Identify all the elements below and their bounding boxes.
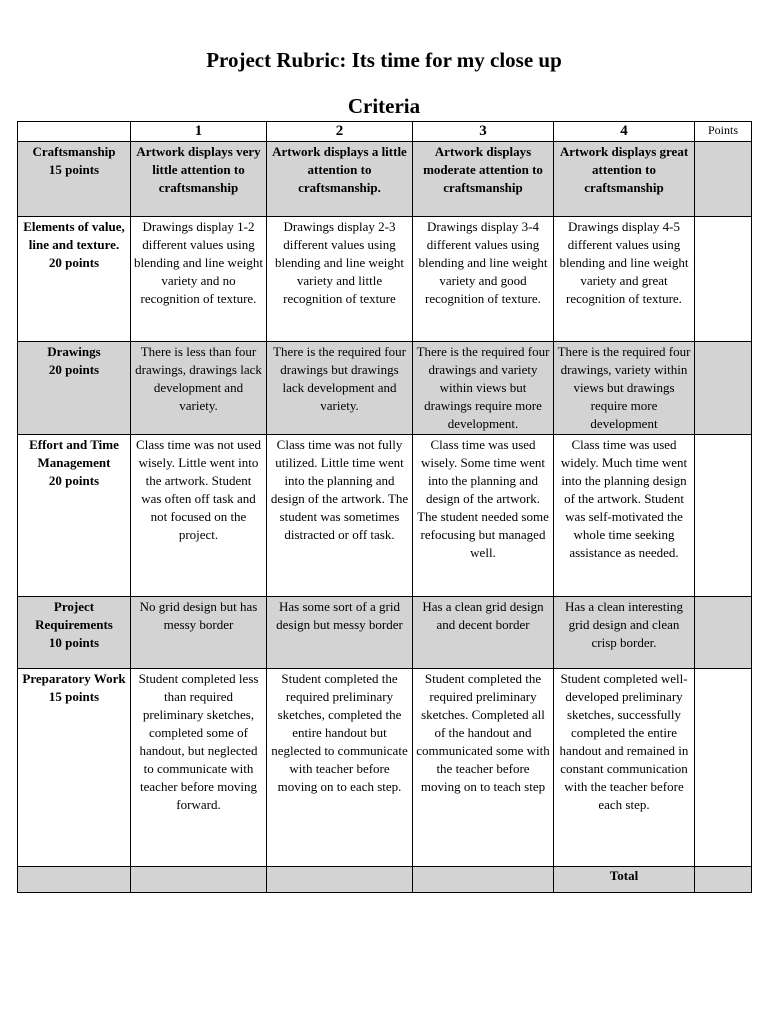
criterion-cell xyxy=(18,217,131,342)
criterion-name: Effort and Time Management xyxy=(29,437,119,470)
header-cell-1: 1 xyxy=(131,122,267,142)
table-row xyxy=(18,669,752,867)
table-row xyxy=(18,597,752,669)
criterion-cell xyxy=(18,342,131,435)
criterion-points: 20 points xyxy=(48,362,100,377)
header-cell-3: 3 xyxy=(413,122,554,142)
table-row xyxy=(18,342,752,435)
total-points-cell[interactable] xyxy=(695,867,752,893)
level-2-cell: Student completed the required preliminary sketches, completed the entire handout but neglected to communicate with teacher before moving on to each step. xyxy=(267,669,413,867)
level-2-cell: Artwork displays a little attention to craftsmanship. xyxy=(267,142,413,217)
level-4-cell: Class time was used widely. Much time went into the planning design of the artwork. Student was self-motivated the whole time seeking assistance as needed. xyxy=(554,435,695,597)
rubric-table xyxy=(17,121,752,893)
level-1-cell: Student completed less than required preliminary sketches, completed some of handout, but neglected to communicate with teacher before moving forward. xyxy=(131,669,267,867)
level-2-cell: Drawings display 2-3 different values using blending and line weight variety and little recognition of texture xyxy=(267,217,413,342)
level-3-cell: Drawings display 3-4 different values using blending and line weight variety and good recognition of texture. xyxy=(413,217,554,342)
criterion-points: 15 points xyxy=(48,689,100,704)
criterion-cell xyxy=(18,435,131,597)
table-row xyxy=(18,142,752,217)
total-label: Total xyxy=(554,867,695,893)
points-cell[interactable] xyxy=(695,597,752,669)
level-3-cell: Has a clean grid design and decent border xyxy=(413,597,554,669)
criterion-points: 20 points xyxy=(48,255,100,270)
header-cell-4: 4 xyxy=(554,122,695,142)
points-cell[interactable] xyxy=(695,342,752,435)
criterion-cell xyxy=(18,597,131,669)
total-blank-cell xyxy=(131,867,267,893)
level-4-cell: Student completed well-developed preliminary sketches, successfully completed the entire handout and remained in constant communication with the teacher before each step. xyxy=(554,669,695,867)
level-4-cell: Drawings display 4-5 different values using blending and line weight variety and great recognition of texture. xyxy=(554,217,695,342)
level-1-cell: Class time was not used wisely. Little went into the artwork. Student was often off task and not focused on the project. xyxy=(131,435,267,597)
total-row xyxy=(18,867,752,893)
criteria-heading: Criteria xyxy=(347,94,421,118)
criterion-name: Elements of value, line and texture. xyxy=(23,219,125,252)
level-3-cell: Student completed the required preliminary sketches. Completed all of the handout and communicated some with the teacher before moving on to teach step xyxy=(413,669,554,867)
level-2-cell: There is the required four drawings but drawings lack development and variety. xyxy=(267,342,413,435)
level-1-cell: Artwork displays very little attention to craftsmanship xyxy=(131,142,267,217)
total-blank-cell xyxy=(18,867,131,893)
page-title: Project Rubric: Its time for my close up xyxy=(206,48,562,72)
level-4-cell: Has a clean interesting grid design and clean crisp border. xyxy=(554,597,695,669)
points-cell[interactable] xyxy=(695,435,752,597)
table-row xyxy=(18,217,752,342)
total-blank-cell xyxy=(413,867,554,893)
points-cell[interactable] xyxy=(695,142,752,217)
level-1-cell: There is less than four drawings, drawings lack development and variety. xyxy=(131,342,267,435)
criterion-points: 10 points xyxy=(48,635,100,650)
table-row xyxy=(18,435,752,597)
criterion-cell xyxy=(18,669,131,867)
level-3-cell: Artwork displays moderate attention to craftsmanship xyxy=(413,142,554,217)
criterion-name: Craftsmanship xyxy=(32,144,116,159)
level-4-cell: There is the required four drawings, variety within views but drawings require more development xyxy=(554,342,695,435)
criterion-points: 20 points xyxy=(48,473,100,488)
level-2-cell: Has some sort of a grid design but messy border xyxy=(267,597,413,669)
points-cell[interactable] xyxy=(695,217,752,342)
criterion-cell xyxy=(18,142,131,217)
header-cell-blank xyxy=(18,122,131,142)
level-2-cell: Class time was not fully utilized. Little time went into the planning and design of the artwork. The student was sometimes distracted or off task. xyxy=(267,435,413,597)
criterion-name: Project Requirements xyxy=(35,599,113,632)
level-1-cell: No grid design but has messy border xyxy=(131,597,267,669)
header-cell-2: 2 xyxy=(267,122,413,142)
header-row xyxy=(18,122,752,142)
points-cell[interactable] xyxy=(695,669,752,867)
criterion-name: Drawings xyxy=(47,344,101,359)
level-1-cell: Drawings display 1-2 different values using blending and line weight variety and no recognition of texture. xyxy=(131,217,267,342)
level-4-cell: Artwork displays great attention to craftsmanship xyxy=(554,142,695,217)
criterion-points: 15 points xyxy=(48,162,100,177)
header-cell-points: Points xyxy=(695,122,752,142)
level-3-cell: There is the required four drawings and variety within views but drawings require more development. xyxy=(413,342,554,435)
level-3-cell: Class time was used wisely. Some time went into the planning and design of the artwork. The student needed some refocusing but managed well. xyxy=(413,435,554,597)
total-blank-cell xyxy=(267,867,413,893)
criterion-name: Preparatory Work xyxy=(22,671,126,686)
